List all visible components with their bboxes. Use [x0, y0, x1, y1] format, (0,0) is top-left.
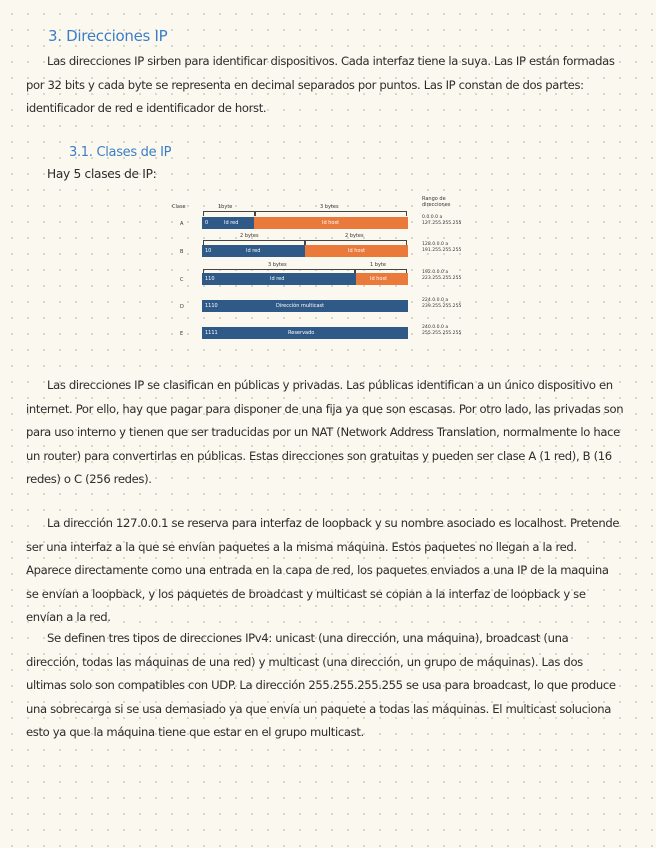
class-label: E [180, 331, 184, 337]
class-label: D [180, 304, 184, 310]
classes-intro: Hay 5 clases de IP: [47, 167, 157, 181]
byte-label: 2 bytes [240, 233, 259, 239]
range-text: 0.0.0.0 a 127.255.255.255 [422, 215, 462, 226]
class-label: B [180, 249, 184, 255]
range-text: 224.0.0.0 a 239.255.255.255 [422, 298, 462, 309]
host-label: Id host [370, 276, 388, 282]
prefix-bits: 1110 [205, 303, 218, 309]
subsection-heading: 3.1. Clases de IP [69, 145, 172, 160]
net-label: Id red [270, 276, 285, 282]
ip-classes-figure [170, 196, 480, 346]
class-label: C [180, 277, 184, 283]
paragraph-ip-intro: Las direcciones IP sirben para identificar dispositivos. Cada interfaz tiene la suya. Las IP están formadas por 32 bits y cada byte se representa en decimal separados por puntos. Las IP constan de dos partes: identificador de red e identificador de horst. [26, 54, 615, 115]
byte-bracket [255, 211, 407, 216]
figure-col-range: Rango de direcciones [422, 196, 451, 208]
prefix-bits: 110 [205, 276, 215, 282]
section-heading: 3. Direcciones IP [48, 27, 168, 45]
class-b-bar [202, 245, 408, 257]
net-label: Id red [224, 220, 239, 226]
byte-bracket [203, 211, 255, 216]
range-text: 240.0.0.0 a 255.255.255.255 [422, 325, 462, 336]
byte-label: 3 bytes [320, 204, 339, 210]
figure-col-class: Clase [172, 204, 186, 210]
byte-label: 2 bytes [345, 233, 364, 239]
byte-label: 1 byte [370, 262, 386, 268]
byte-label: 3 bytes [268, 262, 287, 268]
paragraph-loopback: La dirección 127.0.0.1 se reserva para interfaz de loopback y su nombre asociado es localhost. Pretende ser una interfaz a la que se envían paquetes a la misma máquina. Estos paquetes no llegan a la red. Aparece directamente como una entrada en la capa de red, los paquetes enviados a una IP de la maquina se envían a loopback, y los paquetes de broadcast y multicast se copian a la interfaz de loopback y se envían a la red. [26, 516, 620, 624]
prefix-bits: 1111 [205, 330, 218, 336]
paragraph-public-private: Las direcciones IP se clasifican en públicas y privadas. Las públicas identifican a un único dispositivo en internet. Por ello, hay que pagar para disponer de una fija ya que son escasas. Por otro lado, las privadas son para uso interno y tienen que ser traducidas por un NAT (Network Address Translation, normalmente lo hace un router) para convertirlas en públicas. Estas direcciones son gratuitas y pueden ser clase A (1 red), B (16 redes) o C (256 redes). [26, 378, 624, 486]
paragraph-address-types: Se definen tres tipos de direcciones IPv4: unicast (una dirección, una máquina), broadcast (una dirección, todas las máquinas de una red) y multicast (una dirección, un grupo de máquinas). Las dos ultimas solo son compatibles con UDP. La dirección 255.255.255.255 se usa para broadcast, lo que produce una sobrecarga si se usa demasiado ya que envía un paquete a todas las máquinas. El multicast soluciona esto ya que la máquina tiene que estar en el grupo multicast. [26, 631, 616, 739]
host-label: Id host [348, 248, 366, 254]
range-text: 192.0.0.0 a 223.255.255.255 [422, 270, 462, 281]
multicast-label: Dirección multicast [276, 303, 325, 309]
class-d-bar [202, 300, 408, 312]
byte-label: 1byte [218, 204, 233, 210]
net-label: Id red [246, 248, 261, 254]
reserved-label: Reservado [288, 330, 315, 336]
class-c-bar [202, 273, 408, 285]
class-a-bar [202, 217, 408, 229]
range-text: 128.0.0.0 a 191.255.255.255 [422, 242, 462, 253]
class-label: A [180, 221, 184, 227]
host-label: Id host [322, 220, 340, 226]
prefix-bits: 10 [205, 248, 212, 254]
class-e-bar [202, 327, 408, 339]
prefix-bits: 0 [205, 220, 209, 226]
